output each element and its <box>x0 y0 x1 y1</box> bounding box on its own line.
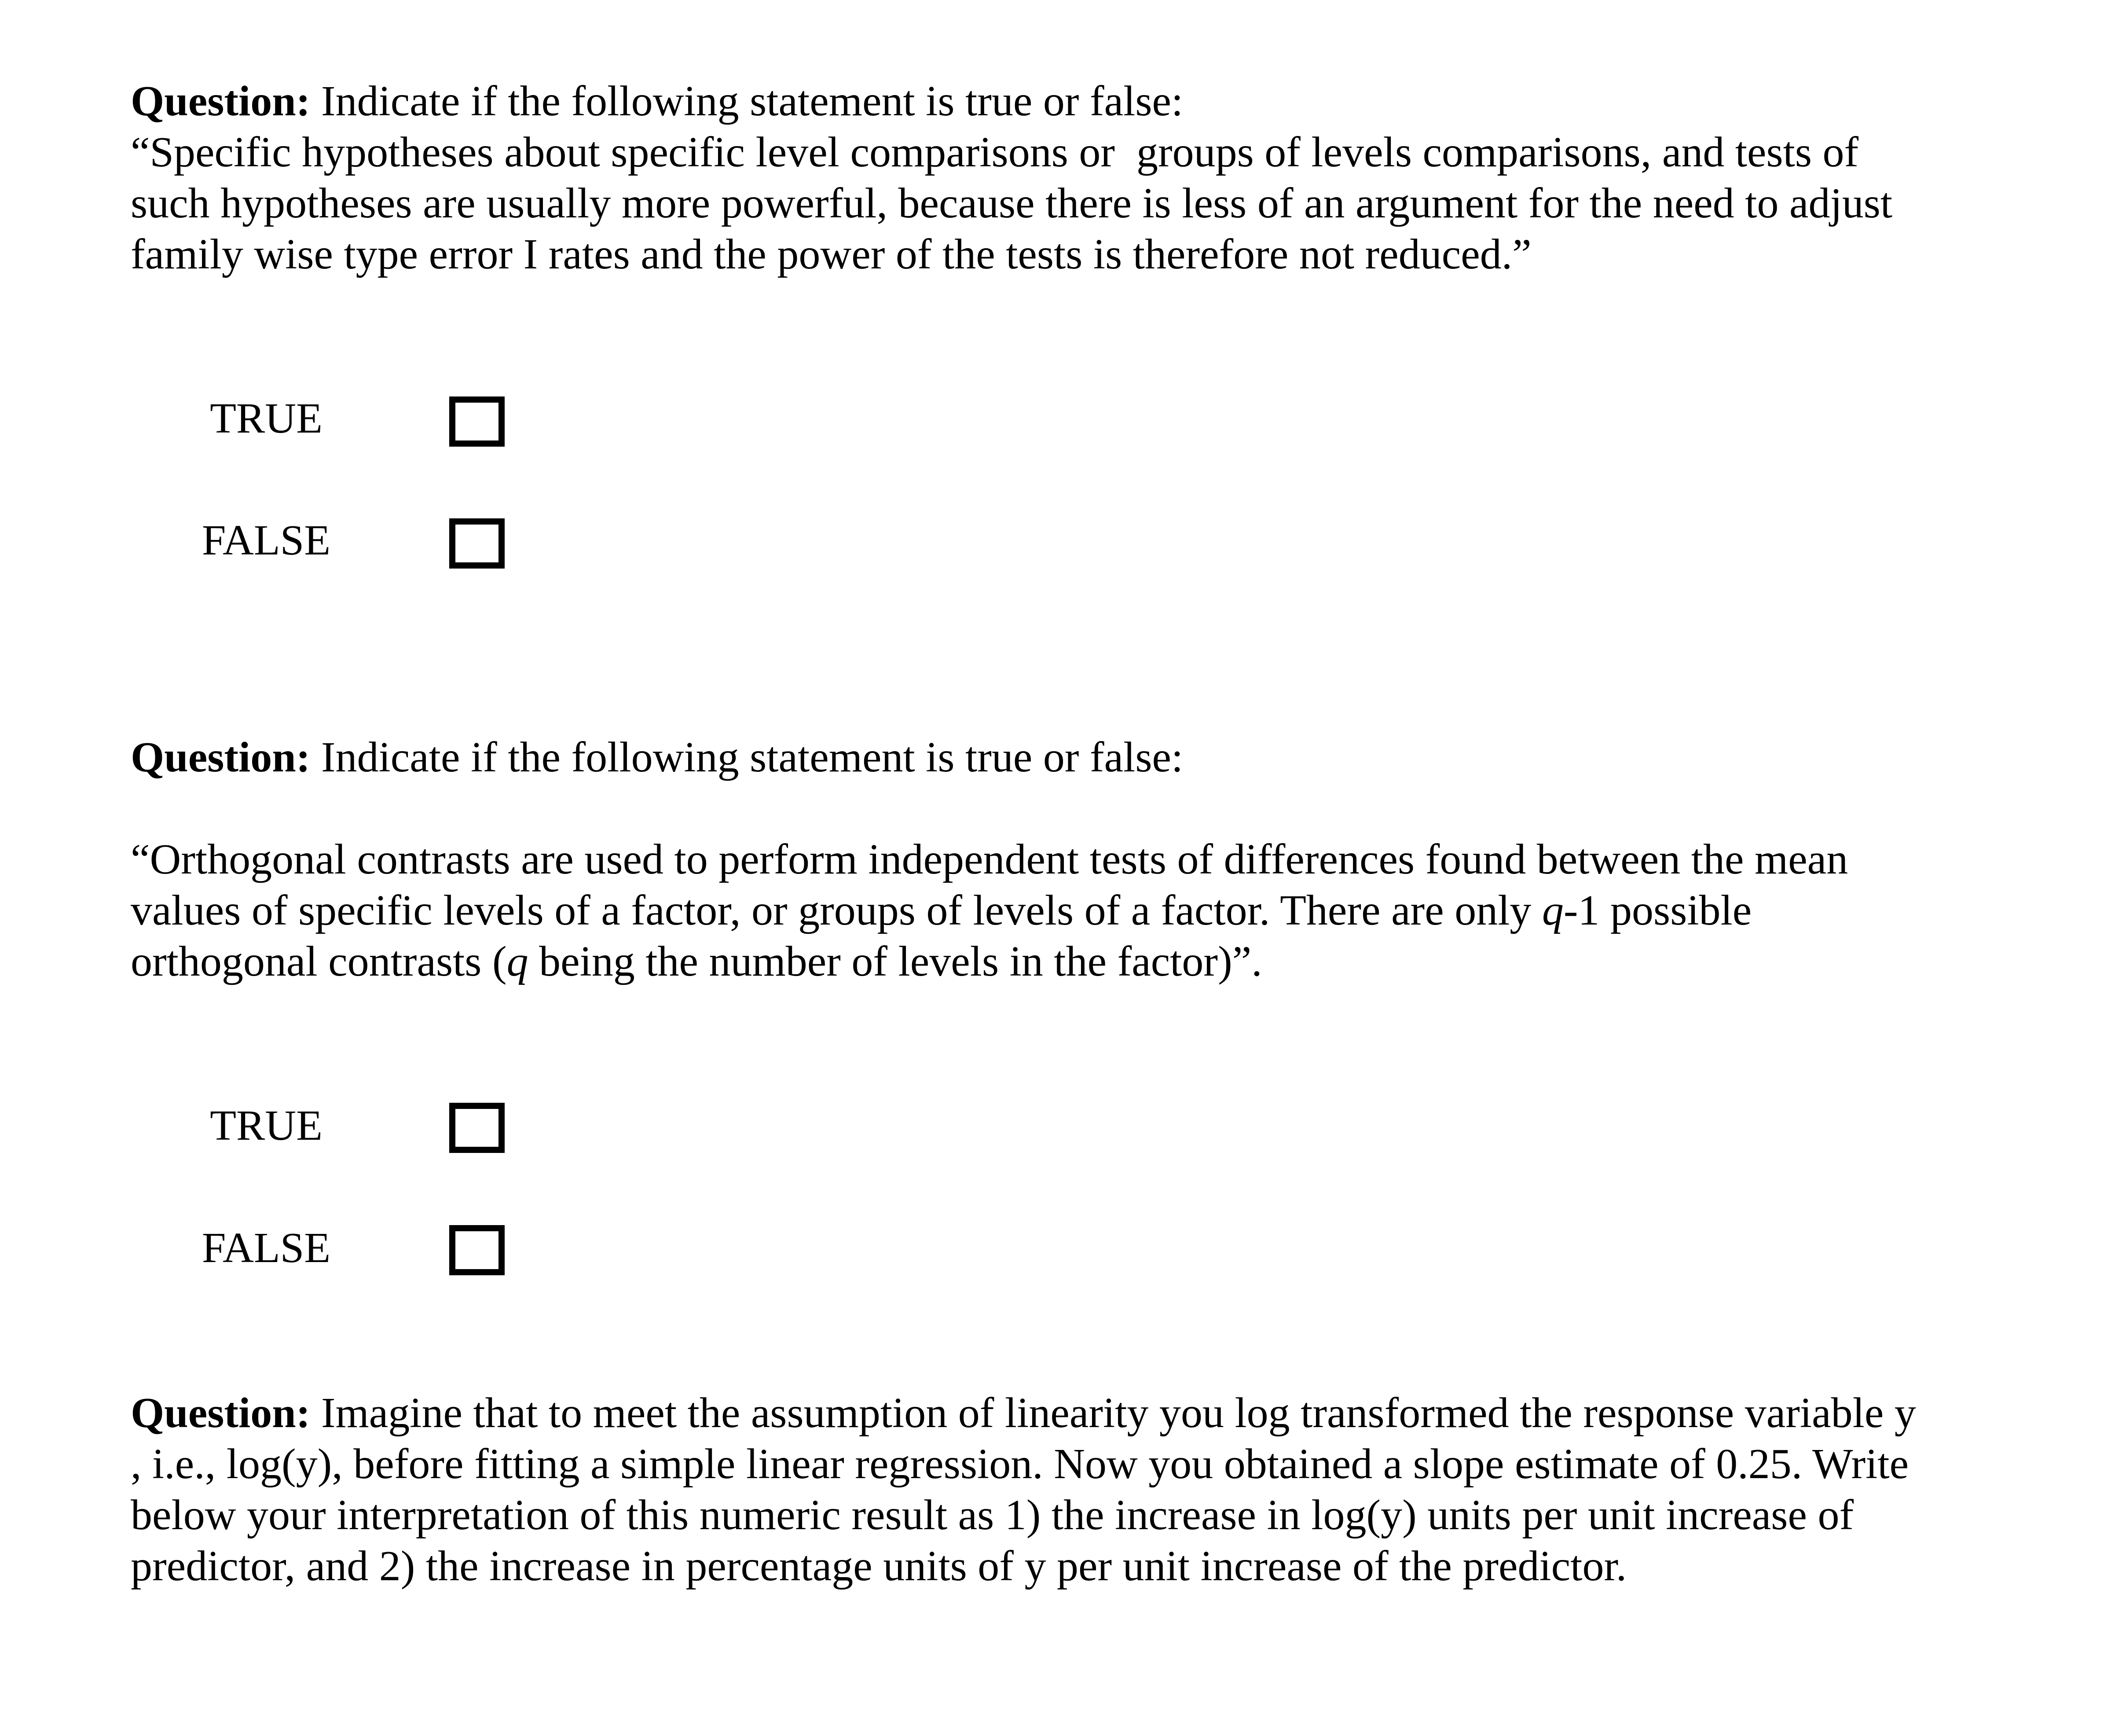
statement-line: “Specific hypotheses about specific level comparisons or groups of levels comparisons, and tests of <box>131 128 1859 176</box>
statement-text: being the number of levels in the factor)”. <box>528 938 1262 985</box>
question-label: Question: <box>131 734 311 781</box>
statement-line <box>131 936 2001 987</box>
false-checkbox[interactable] <box>449 1225 505 1275</box>
question-1-false-row <box>131 515 571 576</box>
statement-line: family wise type error I rates and the power of the tests is therefore not reduced.” <box>131 231 1532 278</box>
question-2-true-row <box>131 1100 571 1162</box>
question-1-heading <box>131 76 2001 127</box>
question-3-line: , i.e., log(y), before fitting a simple linear regression. Now you obtained a slope estimate of 0.25. Write <box>131 1440 1909 1488</box>
question-text: Imagine that to meet the assumption of linearity you log transformed the response variable y <box>310 1389 1916 1437</box>
question-prompt: Indicate if the following statement is true or false: <box>310 77 1184 125</box>
false-checkbox[interactable] <box>449 518 505 569</box>
question-3-line: predictor, and 2) the increase in percentage units of y per unit increase of the predictor. <box>131 1542 1627 1590</box>
false-label: FALSE <box>202 517 331 564</box>
statement-line: such hypotheses are usually more powerful, because there is less of an argument for the need to adjust <box>131 180 1893 227</box>
statement-line: “Orthogonal contrasts are used to perform independent tests of differences found between the mean <box>131 836 1848 883</box>
question-3-line <box>131 1387 2001 1439</box>
variable-q: q <box>1542 887 1564 934</box>
statement-text: -1 possible <box>1563 887 1752 934</box>
true-label: TRUE <box>210 395 323 442</box>
false-label: FALSE <box>202 1224 331 1272</box>
question-2-heading <box>131 732 2001 783</box>
statement-text: values of specific levels of a factor, or groups of levels of a factor. There are only <box>131 887 1542 934</box>
statement-text: orthogonal contrasts ( <box>131 938 507 985</box>
question-label: Question: <box>131 77 311 125</box>
question-1-true-row <box>131 393 571 455</box>
question-2-false-row <box>131 1222 571 1284</box>
statement-line <box>131 885 2001 936</box>
question-2 <box>131 732 2001 783</box>
question-prompt: Indicate if the following statement is true or false: <box>310 734 1184 781</box>
variable-q: q <box>506 938 528 985</box>
true-checkbox[interactable] <box>449 1103 505 1153</box>
question-3 <box>131 1387 2001 1592</box>
question-3-line: below your interpretation of this numeric result as 1) the increase in log(y) units per unit increase of <box>131 1491 1854 1539</box>
true-checkbox[interactable] <box>449 396 505 447</box>
question-label: Question: <box>131 1389 311 1437</box>
true-label: TRUE <box>210 1102 323 1149</box>
question-2-statement <box>131 834 2001 987</box>
question-1 <box>131 76 2001 280</box>
